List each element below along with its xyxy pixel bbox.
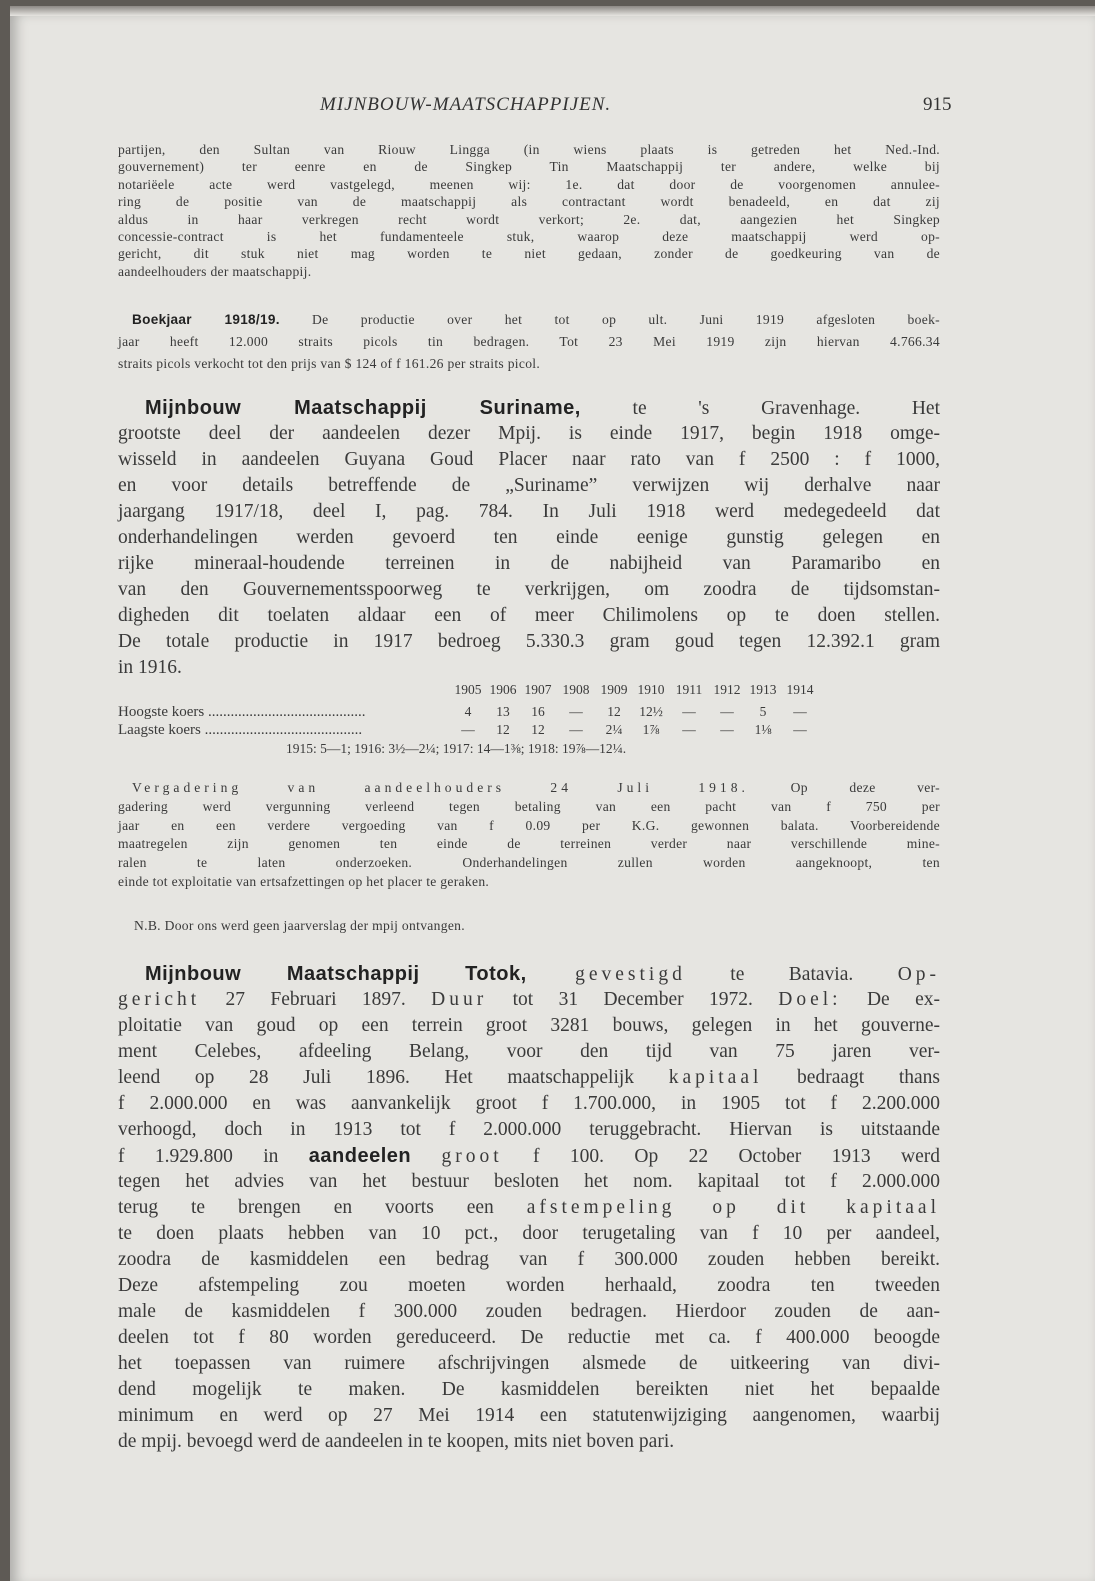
text-run: ploitatie van goud op een terrein groot 3281 bouws, gelegen in het gouverne- [118,1015,940,1036]
koers-value: — [793,722,807,737]
year-header: 1907 [524,682,552,697]
text-run: partijen, den Sultan van Riouw Lingga (in wiens plaats is getreden het Ned.-Ind. [118,142,940,157]
totok-paragraph-line [118,1378,940,1402]
text-run: in 1916. [118,657,182,678]
text-run: de mpij. bevoegd werd de aandeelen in te koopen, mits niet boven pari. [118,1431,675,1452]
text-run: male de kasmiddelen f 300.000 zouden bedragen. Hierdoor zouden de aan- [118,1301,940,1322]
totok-paragraph-line [118,1066,940,1090]
koers-value: 12 [496,722,510,737]
text-run: notariëele acte werd vastgelegd, meenen wij: 1e. dat door de voorgenomen annulee- [118,176,940,192]
bold-heading-text: Mijnbouw Maatschappij Totok, [145,963,527,985]
totok-paragraph-line [118,1170,940,1194]
koers-footnote: 1915: 5—1; 1916: 3½—2¼; 1917: 14—1⅜; 1918: 19⅞—12¼. [286,741,627,756]
text-run: aldus in haar verkregen recht wordt verkort; 2e. dat, aangezien het Singkep [118,211,940,227]
totok-paragraph-line [118,1092,940,1116]
text-run: minimum en werd op 27 Mei 1914 een statutenwijziging aangenomen, waarbij [118,1405,940,1426]
totok-paragraph-line [118,1352,940,1376]
running-header: MIJNBOUW-MAATSCHAPPIJEN. [320,94,612,115]
intro-paragraph-line [118,229,940,245]
nb-paragraph-line [134,918,940,934]
text-run [411,1146,441,1167]
text-run: gouvernement) ter eenre en de Singkep Tin Maatschappij ter andere, welke bij [118,159,940,175]
text-run: tegen het advies van het bestuur besloten het nom. kapitaal tot f 2.000.000 [118,1171,940,1192]
suriname-paragraph-line [118,552,940,576]
text-run: De ex- [841,989,940,1010]
year-header: 1906 [489,682,517,697]
suriname-paragraph-line [118,630,940,654]
spaced-emphasis-text: Duur [431,989,488,1010]
intro-paragraph-line [118,212,940,228]
text-run: concessie-contract is het fundamenteele stuk, waarop deze maatschappij werd op- [118,229,940,244]
totok-paragraph-line [118,1248,940,1272]
text-run: te doen plaats hebben van 10 pct., door terugetaling van f 10 per aandeel, [118,1223,940,1244]
year-header: 1913 [749,682,777,697]
spaced-emphasis-text: Op- [897,964,941,985]
text-run: De totale productie in 1917 bedroeg 5.330.3 gram goud tegen 12.392.1 gram [118,631,940,652]
suriname-paragraph-line [118,422,940,446]
koers-value: 4 [464,704,472,719]
year-header: 1908 [562,682,590,697]
text-run: te 's Gravenhage. Het [580,398,940,419]
text-run: f 1.929.800 in [118,1146,309,1167]
text-run: zoodra de kasmiddelen een bedrag van f 300.000 zouden hebben bereikt. [118,1249,940,1270]
koers-value: 13 [496,704,510,719]
page-number: 915 [923,94,952,115]
suriname-paragraph-line [118,656,940,680]
spaced-emphasis-text: Doel: [778,989,842,1010]
text-run: het toepassen van ruimere afschrijvingen alsmede de uitkeering van divi- [118,1353,940,1374]
totok-paragraph-line [118,1404,940,1428]
vergadering-paragraph-line [132,780,940,796]
text-run: digheden dit toelaten aldaar een of meer Chilimolens op te doen stellen. [118,605,940,626]
totok-paragraph-line [118,1144,940,1169]
text-run: rijke mineraal-houdende terreinen in de nabijheid van Paramaribo en [118,553,940,574]
suriname-paragraph-line [118,578,940,602]
text-run: ring de positie van de maatschappij als contractant wordt benadeeld, en dat zij [118,194,940,210]
totok-paragraph-line [118,1222,940,1246]
spaced-emphasis-text: Vergadering van aandeelhouders 24 Juli 1918. [132,780,749,795]
koers-value: — [682,704,696,719]
text-run: wisseld in aandeelen Guyana Goud Placer naar rato van f 2500 : f 1000, [118,449,940,470]
spaced-emphasis-text: gericht [118,989,201,1010]
koers-value: 12 [607,704,621,719]
suriname-paragraph-line [118,526,940,550]
intro-paragraph-line [118,194,940,210]
year-header: 1914 [786,682,814,697]
koers-value: 1⅛ [754,722,772,737]
boekjaar-paragraph-line [118,356,940,372]
suriname-paragraph-line [118,500,940,524]
text-run: deelen tot f 80 worden gereduceerd. De reductie met ca. f 400.000 beoogde [118,1327,940,1348]
text-run: Deze afstempeling zou moeten worden herhaald, zoodra ten tweeden [118,1275,940,1296]
text-run: f 100. Op 22 October 1913 werd [502,1146,940,1167]
totok-paragraph-line [118,988,940,1012]
spaced-emphasis-text: kapitaal [668,1067,763,1088]
bold-heading-text: aandeelen [308,1145,412,1167]
koers-value: — [720,704,734,719]
koers-value: — [569,704,583,719]
spaced-emphasis-text: groot [441,1146,503,1167]
bold-heading-text: Boekjaar 1918/19. [132,312,280,327]
text-run: terug te brengen en voorts een [118,1197,527,1218]
koers-value: 12½ [639,704,663,719]
koers-value: 5 [759,704,767,719]
bold-heading-text: Mijnbouw Maatschappij Suriname, [145,397,581,419]
text-run: aandeelhouders der maatschappij. [118,263,312,279]
text-run: Op deze ver- [748,780,940,795]
year-header: 1912 [713,682,741,697]
text-run: gericht, dit stuk niet mag worden te niet gedaan, zonder de goedkeuring van de [118,246,940,262]
text-run: N.B. Door ons werd geen jaarverslag der mpij ontvangen. [134,918,465,933]
suriname-paragraph-line [118,448,940,472]
year-header: 1909 [600,682,628,697]
koers-value: — [720,722,734,737]
year-header: 1911 [675,682,703,697]
vergadering-paragraph-line [118,874,940,890]
totok-paragraph-line [118,1014,940,1038]
vergadering-paragraph-line [118,799,940,815]
text-run: en voor details betreffende de „Suriname” verwijzen wij derhalve naar [118,475,940,496]
totok-paragraph-line [118,1196,940,1220]
text-run: tot 31 December 1972. [487,989,779,1010]
totok-paragraph-line [118,1274,940,1298]
text-run: grootste deel der aandeelen dezer Mpij. is einde 1917, begin 1918 omge- [118,423,940,444]
totok-paragraph-line [118,1430,940,1454]
koers-value: — [569,722,583,737]
year-header: 1910 [637,682,665,697]
koers-value: — [682,722,696,737]
vergadering-paragraph-line [118,855,940,871]
intro-paragraph-line [118,142,940,158]
koers-value: 12 [531,722,545,737]
text-run: onderhandelingen werden gevoerd ten einde eenige gunstig gelegen en [118,527,940,548]
text-run: einde tot exploitatie van ertsafzettingen op het placer te geraken. [118,874,490,889]
text-run: te Batavia. [685,964,898,985]
text-run: jaar en een verdere vergoeding van f 0.09 per K.G. gewonnen balata. Voorbereidende [118,817,940,833]
text-run: f 2.000.000 en was aanvankelijk groot f 1.700.000, in 1905 tot f 2.200.000 [118,1093,940,1114]
text-run: 27 Februari 1897. [200,989,432,1010]
text-run: maatregelen zijn genomen ten einde de terreinen verder naar verschillende mine- [118,836,940,852]
koers-row-label: Hoogste koers .......................................... [118,704,366,720]
koers-value: 16 [531,704,545,719]
document-page [10,6,1095,1581]
text-run: gadering werd vergunning verleend tegen betaling van een pacht van f 750 per [118,798,940,814]
text-run: dend mogelijk te maken. De kasmiddelen bereikten niet het bepaalde [118,1379,940,1400]
spaced-emphasis-text: gevestigd [526,964,686,985]
koers-value: — [461,722,475,737]
intro-paragraph-line [118,159,940,175]
totok-paragraph-line [118,1326,940,1350]
text-run: ment Celebes, afdeeling Belang, voor den tijd van 75 jaren ver- [118,1041,940,1062]
vergadering-paragraph-line [118,836,940,852]
koers-value: 2¼ [605,722,623,737]
text-run: bedraagt thans [762,1067,940,1088]
text-run: straits picols verkocht tot den prijs van $ 124 of f 161.26 per straits picol. [118,356,541,371]
boekjaar-paragraph-line [132,312,940,328]
koers-value: — [793,704,807,719]
text-run: leend op 28 Juli 1896. Het maatschappelijk [118,1067,669,1088]
text-run: De productie over het tot op ult. Juni 1919 afgesloten boek- [279,312,940,327]
suriname-paragraph-line [118,474,940,498]
text-run: van den Gouvernementsspoorweg te verkrijgen, om zoodra de tijdsomstan- [118,579,940,600]
boekjaar-paragraph-line [118,334,940,350]
koers-row-label: Laagste koers .......................................... [118,722,363,738]
suriname-paragraph-line [145,396,940,421]
koers-value: 1⅞ [642,722,660,737]
text-run: ralen te laten onderzoeken. Onderhandelingen zullen worden aangeknoopt, ten [118,855,940,871]
suriname-paragraph-line [118,604,940,628]
totok-paragraph-line [118,1118,940,1142]
totok-paragraph-line [145,962,940,987]
totok-paragraph-line [118,1300,940,1324]
intro-paragraph-line [118,246,940,262]
spaced-emphasis-text: afstempeling op dit kapitaal [526,1197,940,1218]
year-header: 1905 [454,682,482,697]
text-run: jaar heeft 12.000 straits picols tin bedragen. Tot 23 Mei 1919 zijn hiervan 4.766.34 [118,334,940,349]
intro-paragraph-line [118,177,940,193]
intro-paragraph-line [118,264,940,280]
text-run: jaargang 1917/18, deel I, pag. 784. In Juli 1918 werd medegedeeld dat [118,501,940,522]
text-run: verhoogd, doch in 1913 tot f 2.000.000 teruggebracht. Hiervan is uitstaande [118,1119,940,1140]
vergadering-paragraph-line [118,818,940,834]
totok-paragraph-line [118,1040,940,1064]
